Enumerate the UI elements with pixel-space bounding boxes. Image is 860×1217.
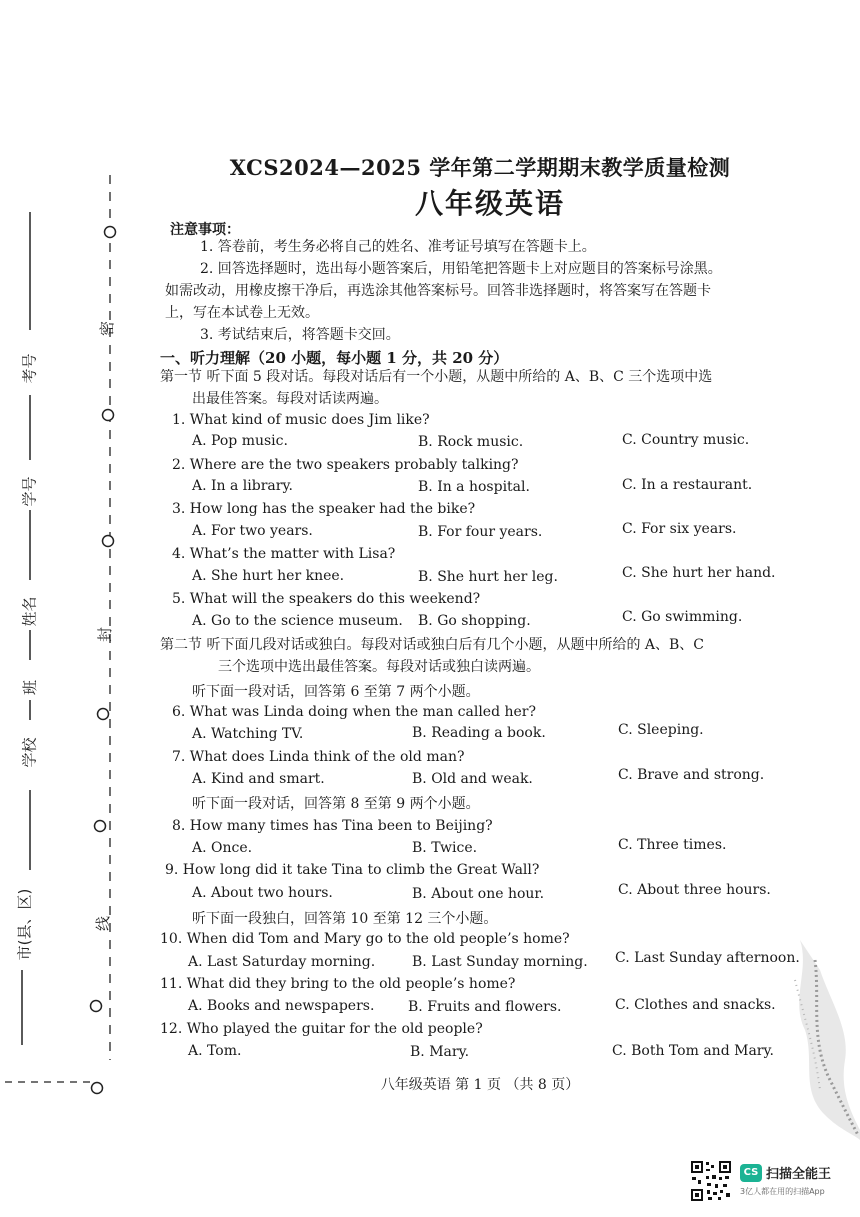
- notice-item-2: 2. 回答选择题时，选出每小题答案后，用铅笔把答题卡上对应题目的答案标号涂黑。: [200, 261, 722, 277]
- q10-option-c: C. Last Sunday afternoon.: [615, 950, 800, 966]
- notice-item-2-cont: 如需改动，用橡皮擦干净后，再选涂其他答案标号。回答非选择题时，将答案写在答题卡: [165, 283, 711, 299]
- q4-option-a: A. She hurt her knee.: [192, 568, 345, 584]
- question-7: 7. What does Linda think of the old man?: [172, 749, 465, 765]
- school-label: 学校: [20, 737, 39, 768]
- q4-option-c: C. She hurt her hand.: [622, 565, 776, 581]
- q9-option-a: A. About two hours.: [192, 885, 333, 901]
- q3-option-c: C. For six years.: [622, 521, 737, 537]
- q3-option-a: A. For two years.: [192, 523, 313, 539]
- student-number-label: 学号: [20, 476, 39, 507]
- seal-mark-xian: 线: [94, 915, 113, 932]
- subject-title: 八年级英语: [414, 187, 565, 220]
- q7-option-c: C. Brave and strong.: [618, 767, 765, 783]
- q6-option-a: A. Watching TV.: [192, 726, 304, 742]
- question-3: 3. How long has the speaker had the bike?: [172, 501, 476, 517]
- question-9: 9. How long did it take Tina to climb the Great Wall?: [165, 862, 540, 878]
- q11-option-b: B. Fruits and flowers.: [408, 999, 562, 1015]
- q8-option-a: A. Once.: [192, 840, 253, 856]
- seal-mark-feng: 封: [96, 626, 115, 643]
- q2-option-a: A. In a library.: [192, 478, 293, 494]
- q12-option-c: C. Both Tom and Mary.: [612, 1043, 774, 1059]
- scan-smudge: [770, 940, 860, 1140]
- notice-item-3: 3. 考试结束后，将答题卡交回。: [200, 327, 400, 343]
- notice-item-1: 1. 答卷前，考生务必将自己的姓名、准考证号填写在答题卡上。: [200, 239, 596, 255]
- question-6: 6. What was Linda doing when the man called her?: [172, 704, 537, 720]
- cs-logo-badge: CS: [740, 1164, 762, 1182]
- q8-option-b: B. Twice.: [412, 840, 478, 856]
- part2-heading: 第二节 听下面几段对话或独白。每段对话或独白后有几个小题，从题中所给的 A、B、C: [160, 637, 705, 653]
- class-label: 班: [21, 679, 40, 696]
- seal-mark-mi: 密: [98, 320, 117, 337]
- q12-option-b: B. Mary.: [410, 1044, 470, 1060]
- q5-option-c: C. Go swimming.: [622, 609, 743, 625]
- question-5: 5. What will the speakers do this weekend?: [172, 591, 481, 607]
- q2-option-b: B. In a hospital.: [418, 479, 530, 495]
- scanner-watermark: [690, 1160, 860, 1210]
- q10-option-b: B. Last Sunday morning.: [412, 954, 588, 970]
- q2-option-c: C. In a restaurant.: [622, 477, 753, 493]
- notice-item-2-end: 上，写在本试卷上无效。: [165, 305, 319, 321]
- intro-monologue-10-12: 听下面一段独白，回答第 10 至第 12 三个小题。: [192, 911, 498, 927]
- q10-option-a: A. Last Saturday morning.: [188, 954, 376, 970]
- intro-dialogue-6-7: 听下面一段对话，回答第 6 至第 7 两个小题。: [192, 684, 480, 700]
- question-8: 8. How many times has Tina been to Beijing?: [172, 818, 493, 834]
- question-4: 4. What’s the matter with Lisa?: [172, 546, 396, 562]
- q5-option-b: B. Go shopping.: [418, 613, 531, 629]
- q9-option-b: B. About one hour.: [412, 886, 545, 902]
- q8-option-c: C. Three times.: [618, 837, 727, 853]
- city-label: 市(县、区): [15, 888, 34, 961]
- notice-heading: 注意事项：: [170, 222, 240, 238]
- q7-option-a: A. Kind and smart.: [192, 771, 325, 787]
- question-1: 1. What kind of music does Jim like?: [172, 412, 430, 428]
- scanner-app-name: 扫描全能王: [766, 1167, 832, 1182]
- scanner-tagline: 3亿人都在用的扫描App: [740, 1187, 825, 1196]
- q6-option-b: B. Reading a book.: [412, 725, 546, 741]
- name-label: 姓名: [20, 596, 39, 627]
- q9-option-c: C. About three hours.: [618, 882, 771, 898]
- question-10: 10. When did Tom and Mary go to the old people’s home?: [160, 931, 570, 947]
- q7-option-b: B. Old and weak.: [412, 771, 533, 787]
- q1-option-c: C. Country music.: [622, 432, 750, 448]
- intro-dialogue-8-9: 听下面一段对话，回答第 8 至第 9 两个小题。: [192, 796, 480, 812]
- q6-option-c: C. Sleeping.: [618, 722, 704, 738]
- q5-option-a: A. Go to the science museum.: [192, 613, 403, 629]
- part1-heading-cont: 出最佳答案。每段对话读两遍。: [192, 391, 388, 407]
- part1-heading: 第一节 听下面 5 段对话。每段对话后有一个小题，从题中所给的 A、B、C 三个选项中选: [160, 369, 713, 385]
- page-footer: 八年级英语 第 1 页 （共 8 页）: [380, 1077, 580, 1093]
- q1-option-b: B. Rock music.: [418, 434, 524, 450]
- section-heading: 一、听力理解（20 小题，每小题 1 分，共 20 分）: [160, 349, 509, 367]
- q11-option-a: A. Books and newspapers.: [188, 998, 375, 1014]
- q11-option-c: C. Clothes and snacks.: [615, 997, 776, 1013]
- question-12: 12. Who played the guitar for the old people?: [160, 1021, 483, 1037]
- qr-code-icon: [690, 1160, 732, 1202]
- q4-option-b: B. She hurt her leg.: [418, 569, 558, 585]
- exam-number-label: 考号: [20, 353, 39, 384]
- part2-heading-cont: 三个选项中选出最佳答案。每段对话或独白读两遍。: [218, 659, 540, 675]
- q1-option-a: A. Pop music.: [192, 433, 288, 449]
- question-11: 11. What did they bring to the old people’s home?: [160, 976, 516, 992]
- q3-option-b: B. For four years.: [418, 524, 543, 540]
- question-2: 2. Where are the two speakers probably talking?: [172, 457, 519, 473]
- q12-option-a: A. Tom.: [188, 1043, 242, 1059]
- exam-title: XCS2024—2025 学年第二学期期末教学质量检测: [229, 155, 731, 180]
